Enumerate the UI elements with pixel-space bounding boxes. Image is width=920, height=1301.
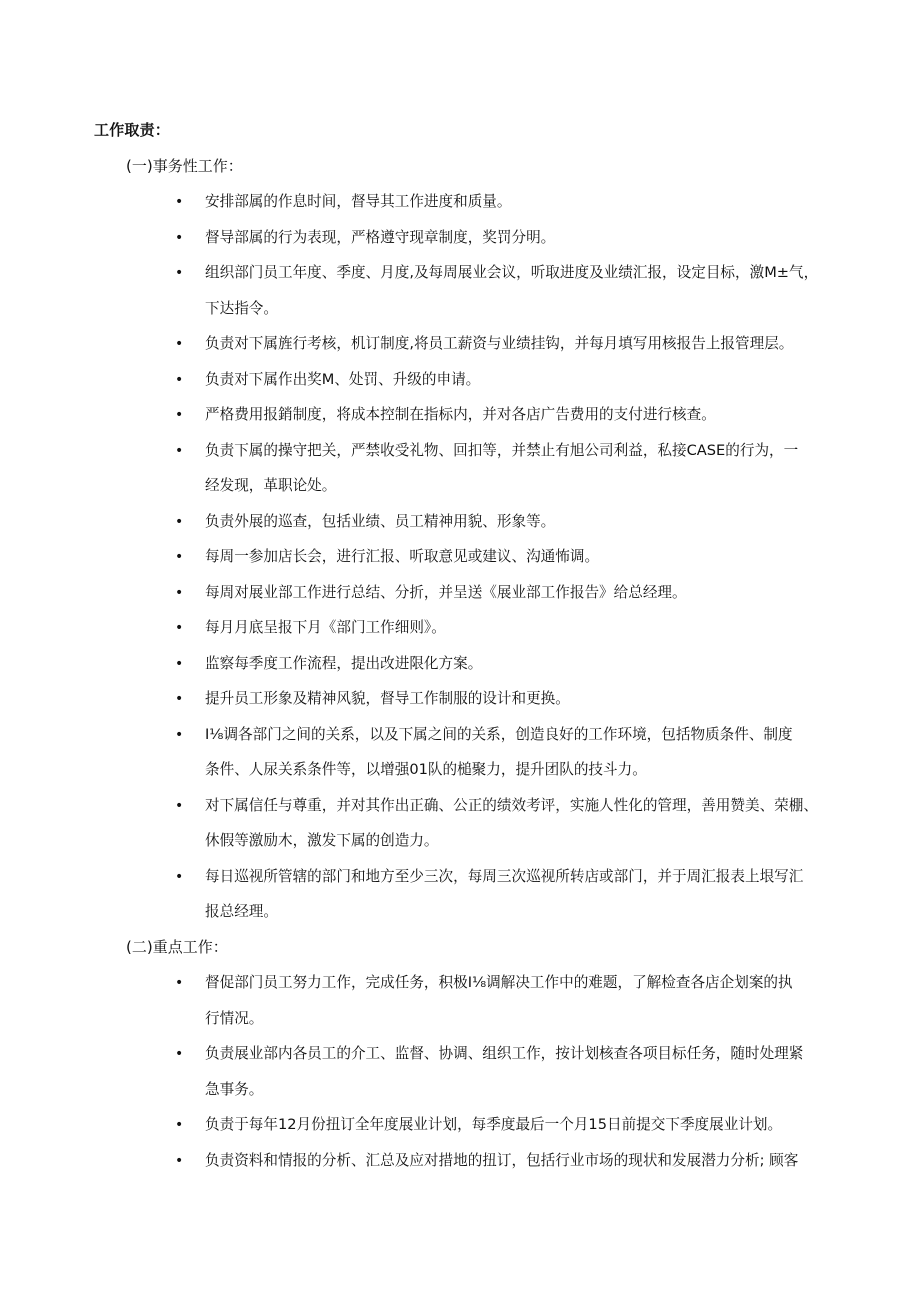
list-item [175, 1107, 835, 1143]
section-heading: (二)重点工作： [126, 938, 228, 956]
list-item-text: 下达指令。 [205, 299, 278, 317]
list-item [175, 1143, 835, 1179]
list-item-text: 负责对下属旌行考核，机订制度,将员工薪资与业绩挂钩，并每月填写用核报告上报管理层。 [205, 335, 794, 352]
list-item [175, 362, 835, 398]
bullet-icon: • [175, 1117, 184, 1133]
list-item-text: 负责对下属作出奖M、处罚、升级的申请。 [205, 370, 481, 388]
list-item [175, 1036, 835, 1107]
list-item [175, 859, 835, 930]
list-item-text: 负责下属的操守把关，严禁收受礼物、回扣等，并禁止有旭公司利益，私接CASE的行为，一 [205, 441, 799, 459]
list-item [175, 504, 835, 540]
list-item-text: 行情况。 [205, 1009, 264, 1027]
bullet-icon: • [175, 265, 184, 281]
bullet-icon: • [175, 975, 184, 991]
list-item-text: 每周对展业部工作进行总结、分折，并呈送《展业部工作报告》给总经理。 [205, 583, 687, 601]
list-item [175, 326, 835, 362]
section-heading: (一)事务性工作： [126, 157, 243, 175]
bullet-icon: • [175, 407, 184, 423]
list-item [175, 539, 835, 575]
list-item-text: 负责外展的巡查，包括业绩、员工精神用貌、形象等。 [205, 512, 556, 530]
list-item-text: 提升员工形象及精神风貌，督导工作制服的设计和更换。 [205, 690, 570, 707]
bullet-icon: • [175, 655, 184, 672]
bullet-icon: • [175, 620, 184, 636]
bullet-icon: • [175, 513, 184, 530]
bullet-icon: • [175, 726, 184, 743]
list-item-text: 经发现，革职论处。 [205, 477, 337, 494]
list-item-text: 每月月底呈报下月《部门工作细则》。 [205, 619, 446, 636]
bullet-icon: • [175, 1046, 184, 1062]
list-item [175, 717, 835, 788]
bullet-icon: • [175, 691, 184, 707]
list-item-text: I⅛调各部门之间的关系，以及下属之间的关系，创造良好的工作环境，包括物质条件、制度 [205, 725, 793, 743]
list-item-text: 急事务。 [205, 1080, 264, 1098]
list-item [175, 220, 835, 256]
bullet-icon: • [175, 371, 184, 388]
list-item-text: 安排部属的作息时间，督导其工作进度和质量。 [205, 193, 512, 210]
list-item-text: 严格费用报銷制度，将成本控制在指标内，并对各店广告费用的支付进行核查。 [205, 406, 716, 423]
list-item-text: 督促部门员工努力工作，完成任务，积极I⅛调解决工作中的难题，了解检查各店企划案的执 [205, 974, 793, 991]
list-item [175, 433, 835, 504]
list-item-text: 督导部属的行为表现，严格遵守现章制度，奖罚分明。 [205, 228, 556, 246]
list-item [175, 610, 835, 646]
list-item [175, 397, 835, 433]
bullet-icon: • [175, 868, 184, 885]
list-item-text: 报总经理。 [205, 903, 278, 920]
list-item-text: 休假等激励木，激发下属的创造力。 [205, 832, 439, 849]
list-item [175, 788, 835, 859]
list-item-text: 条件、人尿关系条件等，以增强01队的槌聚力，提升团队的技斗力。 [205, 761, 647, 778]
list-item-text: 负责展业部内各员工的介工、监督、协调、组织工作，按计划核查各项目标任务，随时处理紧 [205, 1045, 804, 1062]
bullet-icon: • [175, 229, 184, 246]
list-item [175, 646, 835, 682]
list-item [175, 575, 835, 611]
bullet-icon: • [175, 549, 184, 565]
bullet-icon: • [175, 336, 184, 352]
bullet-icon: • [175, 584, 184, 601]
list-item [175, 681, 835, 717]
list-item [175, 255, 835, 326]
list-item-text: 每周一参加店长会，进行汇报、听取意见或建议、沟通怖调。 [205, 548, 600, 565]
list-item-text: 负责于每年12月份扭订全年度展业计划，每季度最后一个月15日前提交下季度展业计划。 [205, 1116, 783, 1133]
list-item-text: 每日巡视所管辖的部门和地方至少三次，每周三次巡视所转店或部门，并于周汇报表上垠写汇 [205, 867, 804, 885]
bullet-icon: • [175, 1152, 184, 1169]
bullet-icon: • [175, 797, 184, 814]
list-item-text: 监察每季度工作流程，提出改进限化方案。 [205, 654, 483, 672]
list-item-text: 组织部门员工年度、季度、月度,及每周展业会议，听取进度及业绩汇报，设定目标，激M±气， [205, 264, 819, 281]
bullet-icon: • [175, 194, 184, 210]
list-item [175, 965, 835, 1036]
bullet-icon: • [175, 442, 184, 459]
page-title: 工作取责： [94, 121, 171, 139]
list-item-text: 对下属信任与尊重，并对其作出正确、公正的绩效考评，实施人性化的管理，善用赞美、荣棚、 [205, 796, 818, 814]
list-item-text: 负责资料和情报的分析、汇总及应对措地的扭订，包括行业市场的现状和发展潜力分析; 顾客 [205, 1151, 799, 1169]
list-item [175, 184, 835, 220]
